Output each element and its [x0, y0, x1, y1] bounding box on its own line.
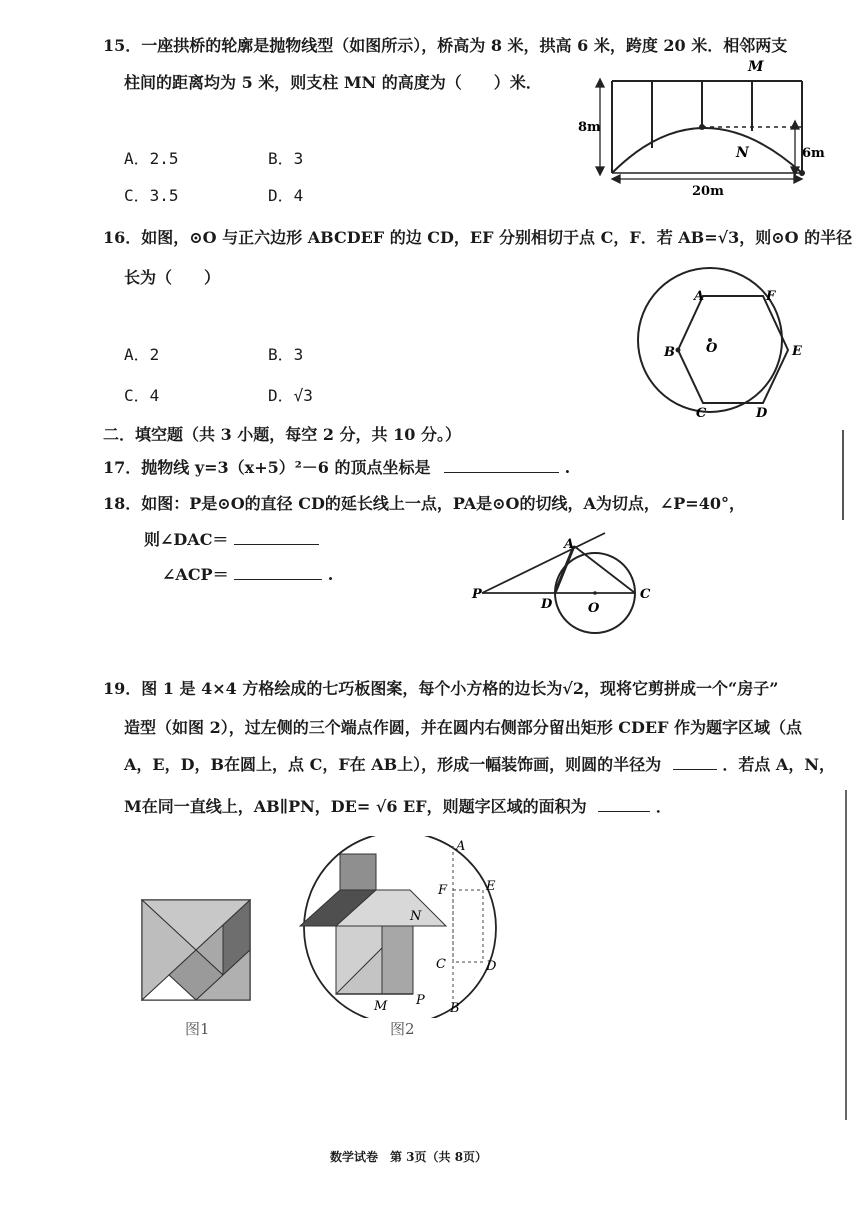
label-P: P	[472, 587, 482, 602]
q17-answer-blank[interactable]	[444, 458, 559, 473]
q16-option-c: C．4	[124, 386, 160, 405]
q16-line2: 长为（ ）	[124, 268, 221, 287]
label-B: B	[664, 345, 675, 360]
q19-area-blank[interactable]	[598, 797, 650, 812]
q18-dac-label: 则∠DAC＝	[144, 530, 229, 549]
label-C: C	[436, 957, 446, 972]
label-E: E	[486, 879, 496, 894]
label-A: A	[456, 839, 466, 854]
label-O: O	[706, 341, 718, 356]
label-F: F	[438, 883, 448, 898]
q18-acp-line	[162, 565, 333, 585]
label-B: B	[450, 1001, 460, 1016]
label-N: N	[410, 909, 422, 924]
q18-acp-label: ∠ACP＝	[162, 565, 229, 584]
label-6m: 6m	[802, 146, 825, 161]
label-P: P	[416, 993, 425, 1008]
label-O: O	[588, 601, 600, 616]
q19-line3	[124, 755, 835, 775]
q17-tail: .	[564, 458, 571, 477]
q15-option-b: B．3	[268, 149, 304, 168]
section-heading: 二．填空题（共 3 小题，每空 2 分，共 10 分。）	[103, 425, 461, 444]
scan-edge-mark	[845, 790, 847, 1120]
q15-line2: 柱间的距离均为 5 米，则支柱 MN 的高度为（ ）米．	[124, 73, 542, 92]
label-A: A	[564, 537, 575, 552]
label-8m: 8m	[578, 120, 601, 135]
bridge-figure	[570, 55, 830, 200]
q19-line2: 造型（如图 2），过左侧的三个端点作圆，并在圆内右侧部分留出矩形 CDEF 作为题字区域（点	[124, 718, 803, 737]
q18-dac-blank[interactable]	[234, 530, 319, 545]
q19-line4	[124, 797, 672, 817]
q18-dac-line	[144, 530, 319, 550]
page-footer: 数学试卷 第 3页（共 8页）	[330, 1150, 488, 1164]
fig2-caption: 图2	[390, 1020, 415, 1038]
hexagon-circle-figure	[630, 260, 810, 425]
q18-acp-blank[interactable]	[234, 565, 322, 580]
q15-line1: 15．一座拱桥的轮廓是抛物线型（如图所示），桥高为 8 米，拱高 6 米，跨度 20 米．相邻两支	[103, 36, 788, 55]
q16-option-d: D．√3	[268, 386, 313, 405]
q15-option-c: C．3.5	[124, 186, 179, 205]
q15-option-a: A．2.5	[124, 149, 179, 168]
q16-line1: 16．如图，⊙O 与正六边形 ABCDEF 的边 CD，EF 分别相切于点 C，F．若 AB=√3，则⊙O 的半径	[103, 228, 853, 247]
house-circle-figure-2	[298, 836, 513, 1018]
label-M: M	[748, 59, 764, 75]
fig1-caption: 图1	[185, 1020, 210, 1038]
label-N: N	[736, 145, 749, 161]
label-C: C	[696, 406, 707, 421]
q16-option-a: A．2	[124, 345, 160, 364]
q19-radius-blank[interactable]	[673, 755, 717, 770]
label-D: D	[756, 406, 768, 421]
q18-tail: .	[327, 565, 334, 584]
q19-line4-text: M在同一直线上，AB∥PN，DE= √6 EF，则题字区域的面积为	[124, 797, 587, 816]
label-E: E	[792, 344, 802, 359]
q17-text: 17．抛物线 y=3（x+5）²－6 的顶点坐标是	[103, 458, 431, 477]
q19-line1: 19．图 1 是 4×4 方格绘成的七巧板图案，每个小方格的边长为√2，现将它剪拼成一个“房子”	[103, 679, 779, 698]
label-20m: 20m	[692, 184, 724, 199]
q19-line3-text: A，E，D，B在圆上，点 C，F在 AB上），形成一幅装饰画，则圆的半径为	[124, 755, 662, 774]
tangram-figure-1	[140, 898, 252, 1002]
q16-option-b: B．3	[268, 345, 304, 364]
label-C: C	[640, 587, 651, 602]
q15-option-d: D．4	[268, 186, 304, 205]
q19-line3-tail: ．若点 A，N，	[722, 755, 835, 774]
label-A: A	[694, 289, 705, 304]
label-M: M	[374, 999, 388, 1014]
tangent-figure	[470, 530, 670, 645]
q18-line1: 18．如图：P是⊙O的直径 CD的延长线上一点，PA是⊙O的切线，A为切点，∠P=40°，	[103, 494, 745, 513]
label-F: F	[766, 289, 776, 304]
label-D: D	[541, 597, 553, 612]
scan-edge-mark	[842, 430, 844, 520]
label-D: D	[486, 959, 497, 974]
q17-line	[103, 458, 570, 478]
q19-line4-tail: ．	[655, 797, 672, 816]
